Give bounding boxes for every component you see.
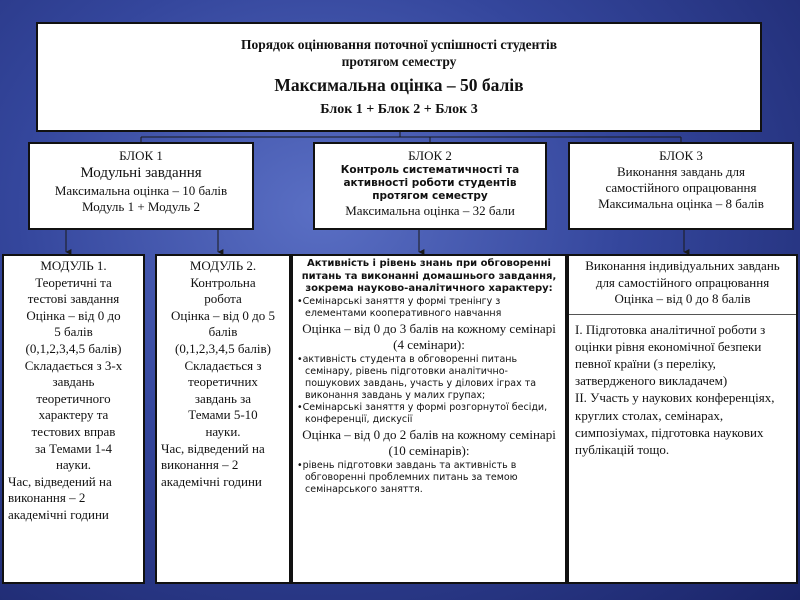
- block3-title-line2: самостійного опрацювання: [605, 180, 757, 195]
- module1-time: Час, відведений на виконання – 2 академічні години: [8, 473, 112, 522]
- module1-line: науки.: [55, 457, 92, 473]
- activity-bullet: •Семінарські заняття у формі тренінгу з елементами кооперативного навчання: [297, 295, 502, 319]
- module1-line: за Темами 1-4: [34, 440, 113, 456]
- module1-line: 5 балів: [54, 324, 93, 340]
- module2-line: балів: [208, 324, 238, 340]
- block3-title-line1: Виконання завдань для: [617, 164, 745, 179]
- individual-score: Оцінка – від 0 до 8 балів: [614, 291, 751, 306]
- block3-label: БЛОК 3: [659, 148, 703, 163]
- block3-max: Максимальна оцінка – 8 балів: [598, 196, 764, 211]
- module2-line: Контрольна: [190, 274, 256, 290]
- individual-item2: ІІ. Участь у наукових конференціях, круглих столах, семінарах, симпозіумах, підготовка наукових публікацій тощо.: [575, 390, 775, 457]
- block2-title-line3: протягом семестру: [372, 190, 488, 202]
- module1-line: тестові завдання: [27, 291, 120, 307]
- module2-line: робота: [204, 291, 242, 307]
- block2-box: [313, 142, 547, 230]
- activity-bullet: •Семінарські заняття у формі розгорнутої бесіди, конференції, дискусії: [297, 401, 548, 425]
- individual-header: Виконання індивідуальних завдань для самостійного опрацювання: [585, 258, 780, 290]
- title-line1: Порядок оцінювання поточної успішності студентів: [240, 37, 558, 52]
- module2-line: Складається з: [184, 357, 262, 373]
- individual-item1: І. Підготовка аналітичної роботи з оцінки рівня економічної безпеки певної країни (з переліку, затвердженого викладачем): [575, 321, 766, 389]
- activity-bullet: •рівень підготовки завдань та активність в обговоренні проблемних питань за темою семінарського заняття.: [297, 459, 518, 495]
- title-formula: Блок 1 + Блок 2 + Блок 3: [320, 102, 478, 117]
- module2-line: науки.: [205, 423, 241, 439]
- module1-title: МОДУЛЬ 1.: [40, 258, 107, 273]
- module1-box: [2, 254, 145, 584]
- activity-bullet: •активність студента в обговоренні питань семінару, рівень підготовки аналітично-пошукових завдань, участь у ділових іграх та виконання завдань у малих групах;: [297, 353, 537, 401]
- module2-line: завдань за: [194, 390, 252, 406]
- block2-label: БЛОК 2: [408, 148, 452, 163]
- module2-line: (0,1,2,3,4,5 балів): [175, 340, 271, 356]
- block1-box: [28, 142, 254, 230]
- block1-title: Модульні завдання: [80, 165, 202, 181]
- title-max-score: Максимальна оцінка – 50 балів: [274, 75, 524, 95]
- module1-line: (0,1,2,3,4,5 балів): [25, 340, 122, 356]
- module2-title: МОДУЛЬ 2.: [189, 258, 257, 273]
- module1-line: Складається з 3-х: [24, 357, 123, 373]
- module1-line: характеру та: [38, 407, 109, 423]
- block2-title-line2: активності роботи студентів: [343, 177, 517, 189]
- block1-max: Максимальна оцінка – 10 балів: [54, 183, 228, 198]
- block1-extra: Модуль 1 + Модуль 2: [82, 199, 200, 214]
- module1-line: теоретичного: [36, 390, 111, 406]
- title-box: [36, 22, 762, 132]
- block2-title-line1: Контроль систематичності та: [340, 164, 520, 176]
- module2-line: Оцінка – від 0 до 5: [170, 307, 276, 323]
- module1-line: тестових вправ: [31, 423, 116, 439]
- module2-box: [155, 254, 291, 584]
- module2-line: теоретичних: [188, 374, 258, 390]
- activity-score2: Оцінка – від 0 до 2 балів на кожному семінарі (10 семінарів):: [302, 426, 556, 458]
- module2-time: Час, відведений на виконання – 2 академічні години: [161, 440, 265, 489]
- block2-max: Максимальна оцінка – 32 бали: [345, 203, 515, 218]
- individual-divider: [569, 314, 796, 315]
- module2-line: Темами 5-10: [188, 407, 258, 423]
- module1-line: Теоретичні та: [35, 274, 112, 290]
- activity-box: [291, 254, 567, 584]
- activity-header: Активність і рівень знань при обговоренні питань та виконанні домашнього завдання, зокрема науково-аналітичного характеру:: [301, 258, 557, 294]
- block1-label: БЛОК 1: [119, 148, 163, 163]
- activity-score1: Оцінка – від 0 до 3 балів на кожному семінарі (4 семінари):: [302, 320, 556, 352]
- module1-line: Оцінка – від 0 до: [26, 307, 121, 323]
- individual-box: [567, 254, 798, 584]
- block3-box: [568, 142, 794, 230]
- title-line2: протягом семестру: [341, 54, 457, 69]
- module1-line: завдань: [52, 374, 95, 390]
